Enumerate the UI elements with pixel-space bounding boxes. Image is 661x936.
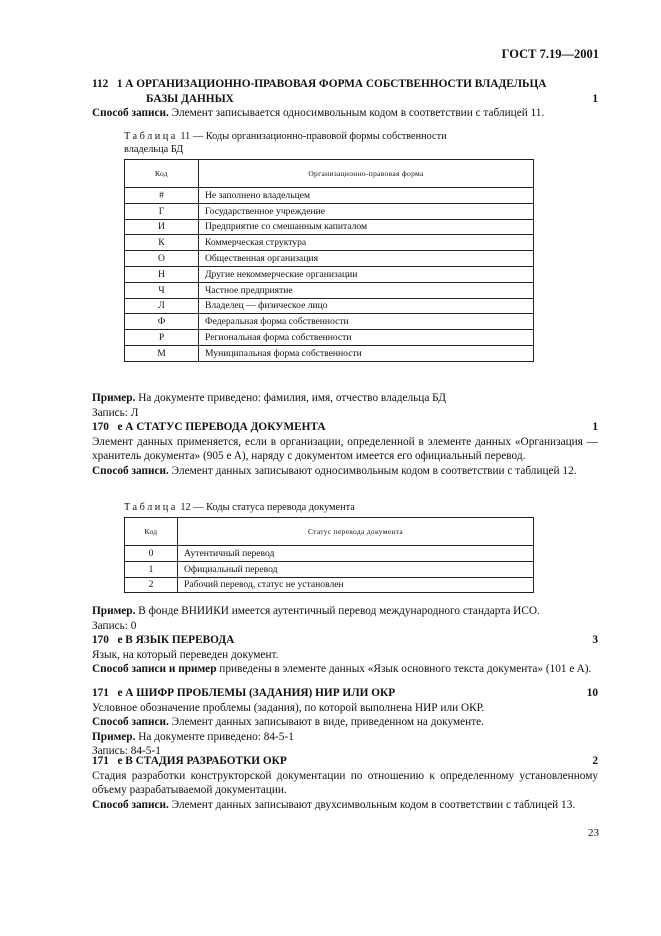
record-text: Запись: 84-5-1	[92, 745, 161, 757]
table-row	[125, 561, 534, 577]
code-cell: И	[125, 219, 199, 235]
method-text: Элемент данных записывают односимвольным кодом в соответствии с таблицей 12.	[168, 464, 577, 477]
section-171b	[92, 754, 598, 812]
form-cell: Общественная организация	[199, 251, 534, 267]
status-cell: Рабочий перевод, статус не установлен	[178, 577, 534, 593]
method-label: Способ записи.	[92, 716, 169, 728]
table-row	[125, 314, 534, 330]
code-cell: Ф	[125, 314, 199, 330]
section-112-length: 1	[592, 92, 598, 105]
section-length: 1	[592, 421, 598, 433]
section-112-number: 112	[92, 78, 109, 90]
table-row	[125, 282, 534, 298]
form-cell: Предприятие со смешанным капиталом	[199, 219, 534, 235]
section-112-heading	[92, 77, 598, 92]
table-header-form: Организационно-правовая форма	[199, 160, 534, 188]
table-word: Таблица	[124, 502, 178, 513]
table-11-caption-line2: владельца БД	[124, 144, 184, 155]
standard-header: ГОСТ 7.19—2001	[501, 47, 599, 61]
example-text: На документе приведено: 84-5-1	[135, 730, 294, 743]
example-1	[92, 391, 598, 420]
section-112	[92, 77, 598, 121]
section-112-heading-line2	[92, 92, 598, 107]
example-2	[92, 604, 598, 633]
status-cell: Аутентичный перевод	[178, 546, 534, 562]
example-text: В фонде ВНИИКИ имеется аутентичный перевод международного стандарта ИСО.	[135, 605, 540, 617]
table-row	[125, 235, 534, 251]
table-word: Таблица	[124, 131, 178, 142]
section-171a	[92, 686, 598, 759]
table-12	[124, 517, 534, 593]
example-label: Пример.	[92, 730, 136, 743]
table-row	[125, 345, 534, 361]
form-cell: Федеральная форма собственности	[199, 314, 534, 330]
table-row	[125, 219, 534, 235]
section-number: 171	[92, 687, 109, 699]
table-11-caption-text: 11 — Коды организационно-правовой формы собственности	[177, 131, 447, 142]
table-row	[125, 546, 534, 562]
section-170b-heading	[92, 633, 598, 648]
section-title: e А ШИФР ПРОБЛЕМЫ (ЗАДАНИЯ) НИР ИЛИ ОКР	[117, 687, 396, 699]
form-cell: Муниципальная форма собственности	[199, 345, 534, 361]
form-cell: Не заполнено владельцем	[199, 188, 534, 204]
table-header-code: Код	[125, 518, 178, 546]
form-cell: Региональная форма собственности	[199, 330, 534, 346]
form-cell: Государственное учреждение	[199, 203, 534, 219]
code-cell: 2	[125, 577, 178, 593]
method-label: Способ записи и пример	[92, 663, 217, 675]
table-11-caption	[124, 130, 630, 156]
method-text: Элемент записывается односимвольным кодом в соответствии с таблицей 11.	[168, 107, 545, 119]
record-text: Запись: 0	[92, 619, 137, 632]
section-170a	[92, 420, 598, 478]
method-text: приведены в элементе данных «Язык основного текста документа» (101 e A).	[216, 663, 592, 675]
code-cell: О	[125, 251, 199, 267]
code-cell: Г	[125, 203, 199, 219]
page-number: 23	[588, 827, 599, 839]
section-number: 171	[92, 755, 109, 767]
table-row	[125, 577, 534, 593]
section-paragraph: Элемент данных применяется, если в организации, определенной в элементе данных «Организация — хранитель документа» (905 e A), наряду с документом имеется его официальный перевод.	[92, 435, 598, 462]
form-cell: Другие некоммерческие организации	[199, 266, 534, 282]
table-11	[124, 159, 534, 362]
section-171a-heading	[92, 686, 598, 701]
example-text: На документе приведено: фамилия, имя, отчество владельца БД	[135, 392, 446, 404]
section-title: e А СТАТУС ПЕРЕВОДА ДОКУМЕНТА	[117, 421, 326, 433]
table-header-row	[125, 518, 534, 546]
code-cell: Н	[125, 266, 199, 282]
table-header-row	[125, 160, 534, 188]
section-length: 2	[592, 755, 598, 767]
section-title: e В СТАДИЯ РАЗРАБОТКИ ОКР	[117, 755, 287, 767]
section-paragraph: Язык, на который переведен документ.	[92, 648, 279, 661]
section-170a-heading	[92, 420, 598, 435]
code-cell: Р	[125, 330, 199, 346]
method-label: Способ записи.	[92, 798, 169, 811]
section-112-title-line2: БАЗЫ ДАННЫХ	[146, 92, 234, 105]
table-header-status: Статус перевода документа	[178, 518, 534, 546]
status-cell: Официальный перевод	[178, 561, 534, 577]
example-label: Пример.	[92, 392, 136, 404]
form-cell: Владелец — физическое лицо	[199, 298, 534, 314]
form-cell: Коммерческая структура	[199, 235, 534, 251]
section-170b	[92, 633, 598, 677]
record-text: Запись: Л	[92, 406, 139, 419]
section-paragraph: Стадия разработки конструкторской документации по отношению к определенному установленному объему разрабатываемой документации.	[92, 769, 598, 796]
table-12-caption	[124, 501, 630, 514]
table-row	[125, 251, 534, 267]
table-row	[125, 203, 534, 219]
section-112-title-line1: 1 А ОРГАНИЗАЦИОННО-ПРАВОВАЯ ФОРМА СОБСТВЕННОСТИ ВЛАДЕЛЬЦА	[116, 78, 547, 90]
code-cell: К	[125, 235, 199, 251]
table-row	[125, 298, 534, 314]
table-row	[125, 266, 534, 282]
method-text: Элемент данных записывают в виде, приведенном на документе.	[168, 716, 484, 728]
section-paragraph: Условное обозначение проблемы (задания), по которой выполнена НИР или ОКР.	[92, 701, 485, 714]
code-cell: 0	[125, 546, 178, 562]
section-length: 10	[586, 687, 598, 699]
section-number: 170	[92, 634, 109, 646]
section-171b-heading	[92, 754, 598, 769]
code-cell: М	[125, 345, 199, 361]
method-text: Элемент данных записывают двухсимвольным кодом в соответствии с таблицей 13.	[168, 798, 576, 811]
table-row	[125, 188, 534, 204]
form-cell: Частное предприятие	[199, 282, 534, 298]
code-cell: 1	[125, 561, 178, 577]
code-cell: Л	[125, 298, 199, 314]
section-length: 3	[592, 634, 598, 646]
table-row	[125, 330, 534, 346]
method-label: Способ записи.	[92, 464, 169, 477]
section-title: e В ЯЗЫК ПЕРЕВОДА	[117, 634, 235, 646]
table-12-caption-text: 12 — Коды статуса перевода документа	[177, 502, 355, 513]
code-cell: #	[125, 188, 199, 204]
example-label: Пример.	[92, 605, 136, 617]
section-112-method	[92, 106, 598, 121]
method-label: Способ записи.	[92, 107, 169, 119]
section-number: 170	[92, 421, 109, 433]
code-cell: Ч	[125, 282, 199, 298]
table-header-code: Код	[125, 160, 199, 188]
